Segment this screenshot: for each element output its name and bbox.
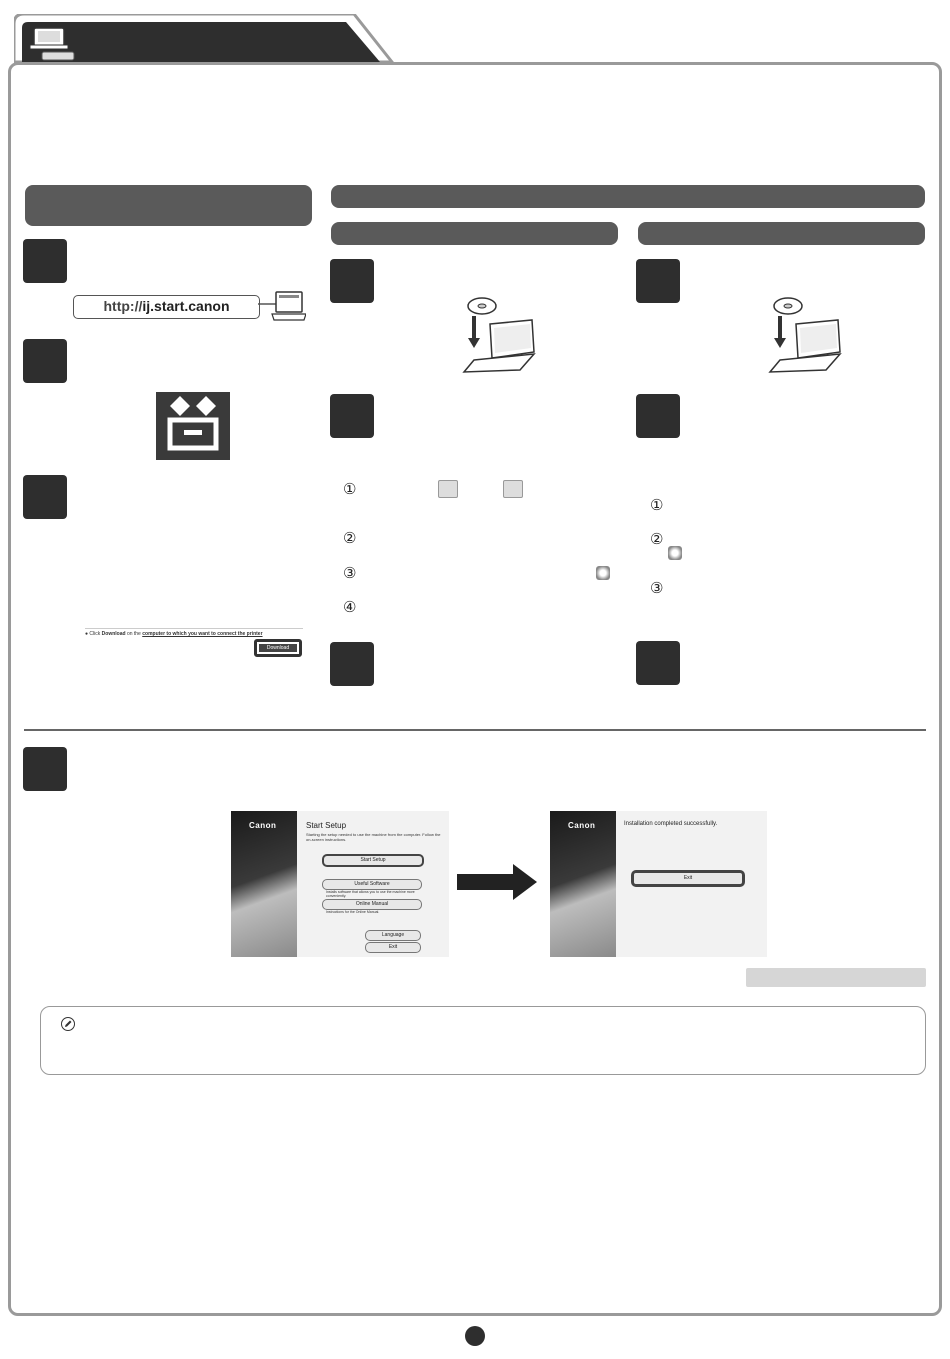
start-setup-intro: Starting the setup needed to use the machine from the computer. Follow the on-screen instructions. [306, 832, 441, 842]
complete-message: Installation completed successfully. [624, 821, 718, 827]
left-column-header [25, 185, 312, 226]
mac-step-3-badge [636, 641, 680, 685]
installation-complete-screen [550, 811, 767, 957]
useful-software-button[interactable]: Useful Software [322, 879, 422, 890]
download-hint-text: ● Click Download on the computer to which you want to connect the printer [85, 631, 263, 637]
setup-cd-icon [668, 546, 682, 560]
complete-exit-button[interactable]: Exit [631, 870, 745, 887]
computer-drive-icon [503, 480, 523, 498]
win-substep-1: ① [343, 481, 357, 498]
mac-step-2-badge [636, 394, 680, 438]
laptop-icon [258, 290, 306, 324]
divider [24, 729, 926, 731]
mac-substep-1: ① [650, 497, 664, 514]
start-setup-button[interactable]: Start Setup [322, 854, 424, 867]
caption-bar [746, 968, 926, 987]
step-3-badge [23, 475, 67, 519]
page-number-badge [465, 1326, 485, 1346]
win-substep-4: ④ [343, 599, 357, 616]
download-instruction [85, 628, 303, 637]
useful-software-desc: Installs software that allows you to use the machine more conveniently. [326, 890, 415, 898]
arrow-right-icon [457, 862, 539, 902]
note-box [40, 1006, 926, 1075]
mac-substep-2: ② [650, 531, 664, 548]
screen-photo [231, 811, 297, 957]
win-substep-2: ② [343, 530, 357, 547]
exit-button[interactable]: Exit [365, 942, 421, 953]
win-substep-3: ③ [343, 565, 357, 582]
section-tab [14, 14, 394, 66]
win-step-2-badge [330, 394, 374, 438]
mac-substep-3: ③ [650, 580, 664, 597]
windows-subheader [331, 222, 618, 245]
cd-into-laptop-icon [460, 294, 540, 374]
right-column-header [331, 185, 925, 208]
online-manual-desc: Instructions for the Online Manual. [326, 910, 380, 914]
win-step-1-badge [330, 259, 374, 303]
cd-into-laptop-icon-mac [766, 294, 846, 374]
win-step-3-badge [330, 642, 374, 686]
pencil-note-icon [61, 1017, 75, 1031]
online-manual-button[interactable]: Online Manual [322, 899, 422, 910]
canon-logo-2: Canon [568, 821, 596, 830]
setup-url-box[interactable]: http://ij.start.canon [73, 295, 260, 319]
page-frame [8, 62, 942, 1316]
msetup-icon [596, 566, 610, 580]
start-setup-screen [231, 811, 449, 957]
download-button[interactable] [254, 639, 302, 657]
download-button-label: Download [259, 644, 297, 652]
folder-icon [438, 480, 458, 498]
screen-photo-2 [550, 811, 616, 957]
mac-subheader [638, 222, 925, 245]
mac-step-1-badge [636, 259, 680, 303]
setup-app-icon [156, 392, 230, 460]
language-button[interactable]: Language [365, 930, 421, 941]
step-1-badge [23, 239, 67, 283]
start-setup-title: Start Setup [306, 821, 347, 830]
final-step-badge [23, 747, 67, 791]
step-2-badge [23, 339, 67, 383]
canon-logo: Canon [249, 821, 277, 830]
